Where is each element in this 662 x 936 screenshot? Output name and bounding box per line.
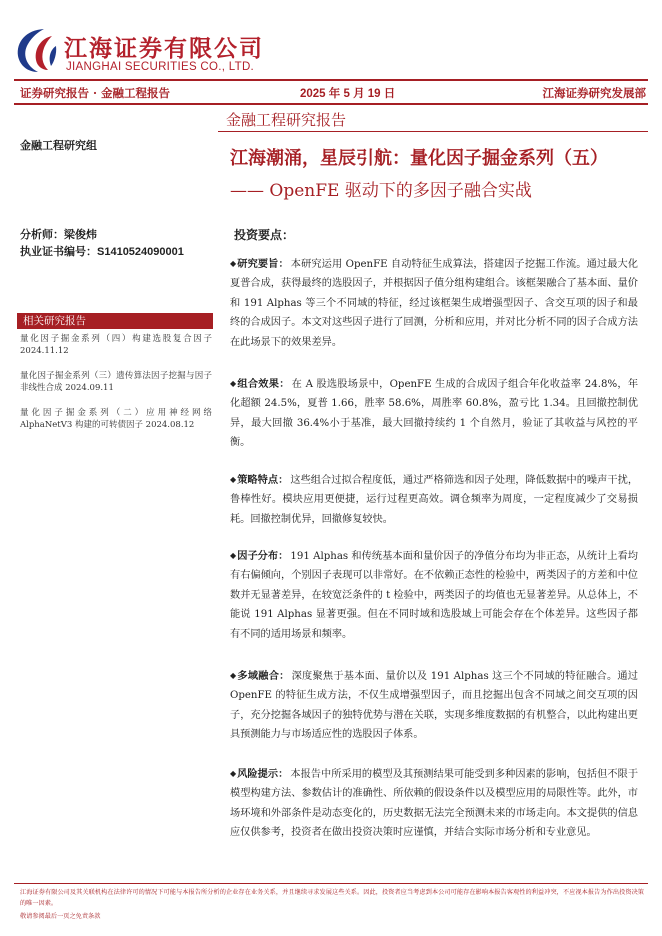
key-point-label: 策略特点： [237,474,289,486]
related-report-item[interactable]: 量化因子掘金系列（三）遗传算法因子挖掘与因子非线性合成 2024.09.11 [20,371,212,393]
bullet-icon: ◆ [230,551,237,560]
bullet-icon: ◆ [230,475,237,484]
key-point-label: 因子分布： [237,550,289,562]
title-rule [218,131,648,132]
key-point-label: 风险提示： [237,768,289,780]
bullet-icon: ◆ [230,259,237,268]
key-point-fusion [230,666,638,745]
footer-rule [14,883,648,884]
report-category: 证券研究报告 · 金融工程报告 [20,86,171,100]
key-points-heading: 投资要点： [234,228,295,242]
bullet-icon: ◆ [230,379,237,388]
cert-value: S1410524090001 [97,246,184,258]
report-date: 2025 年 5 月 19 日 [300,88,396,100]
key-point-text: 深度聚焦于基本面、量价以及 191 Alphas 这三个不同域的特征融合。通过 OpenFE 的特征生成方法，不仅生成增强型因子，而且挖掘出包含不同域之间交互项的因子，充分挖掘各域因子的独特优势与潜在关联，实现多维度数据的有机整合，以此构建出更具预测能力与市场适应性的选股因子体系。 [230,671,638,741]
key-point-portfolio [230,374,638,453]
key-point-text: 191 Alphas 和传统基本面和量价因子的净值分布均为非正态，从统计上看均有右偏倾向，个别因子表现可以非常好。在不依赖正态性的检验中，两类因子的方差和中位数并无显著差异，在较宽泛条件的 t 检验中，两类因子的均值也无显著差异。从总体上，不能说 191 Alphas 显著更强。但在不同时域和选股域上可能会存在个体差异。这些因子都有不同的适用场景和频率。 [230,551,638,640]
key-point-risk [230,764,638,843]
analyst-name: 分析师：梁俊炜 [20,228,97,241]
brand-name-en: JIANGHAI SECURITIES CO., LTD. [66,61,255,73]
related-report-item[interactable]: 量化因子掘金系列（二）应用神经网络 AlphaNetV3 构建的可转债因子 2024.08.12 [20,408,212,430]
key-point-text: 在 A 股选股场景中，OpenFE 生成的合成因子组合年化收益率 24.8%，年化超额 24.5%，夏普 1.66，胜率 58.6%，周胜率 60.8%，盈亏比 1.34。且回撤控制优异，最大回撤 36.4%小于基准，最大回撤持续约 1 个自然月，验证了其收益与风控的平衡。 [230,379,639,449]
key-point-text: 本报告中所采用的模型及其预测结果可能受到多种因素的影响，包括但不限于模型构建方法、参数估计的准确性、所依赖的假设条件以及模型应用的局限性等。此外，市场环境和外部条件是动态变化的，历史数据无法完全预测未来的市场走向。本文提供的信息应仅供参考，投资者在做出投资决策时应谨慎，并结合实际市场分析和专业意见。 [230,769,639,839]
header-bottom-rule [14,103,648,105]
footer-note: 敬请参阅最后一页之免责条款 [20,913,101,920]
key-point-distribution [230,546,638,644]
research-group: 金融工程研究组 [20,139,97,152]
key-point-research [230,254,638,352]
key-point-label: 组合效果： [237,378,290,390]
related-reports-header: 相关研究报告 [17,313,213,329]
bullet-icon: ◆ [230,671,237,680]
company-logo-icon [14,26,60,74]
report-subtitle: —— OpenFE 驱动下的多因子融合实战 [230,181,532,201]
bullet-icon: ◆ [230,769,237,778]
department-name: 江海证券研究发展部 [542,86,646,100]
key-point-text: 这些组合过拟合程度低，通过严格筛选和因子处理，降低数据中的噪声干扰，鲁棒性好。模块应用更便捷，运行过程更高效。调仓频率为周度，一定程度减少了交易损耗。回撤控制优异，回撤修复较快。 [230,475,639,525]
key-point-label: 多域融合： [237,670,290,682]
cert-label: 执业证书编号： [20,245,97,258]
key-point-label: 研究要旨： [237,258,289,270]
footer-disclaimer: 江海证券有限公司及其关联机构在法律许可的情况下可能与本报告所分析的企业存在业务关系，并且继续寻求发展这些关系。因此，投资者应当考虑到本公司可能存在影响本报告客观性的利益冲突，不应视本报告为作出投资决策的唯一因素。 [20,889,644,907]
report-title: 江海潮涌，星辰引航：量化因子掘金系列（五） [230,148,608,169]
related-report-item[interactable]: 量化因子掘金系列（四）构建选股复合因子 2024.11.12 [20,334,212,356]
key-point-text: 本研究运用 OpenFE 自动特征生成算法，搭建因子挖掘工作流。通过最大化夏普合成，获得最终的选股因子，并根据因子值分组构建组合。该框架融合了基本面、量价和 191 Alphas 等三个不同域的特征，经过该框架生成增强型因子、含交互项的因子和最终的合成因子。本文对这些因子进行了回测，分析和应用，并对比分析不同的因子合成方法在此场景下的效果差异。 [230,259,638,348]
brand-name-cn: 江海证券有限公司 [64,35,264,62]
certificate-number [20,243,184,259]
header-top-rule [14,79,648,81]
key-point-strategy [230,470,638,529]
report-type: 金融工程研究报告 [226,111,347,129]
